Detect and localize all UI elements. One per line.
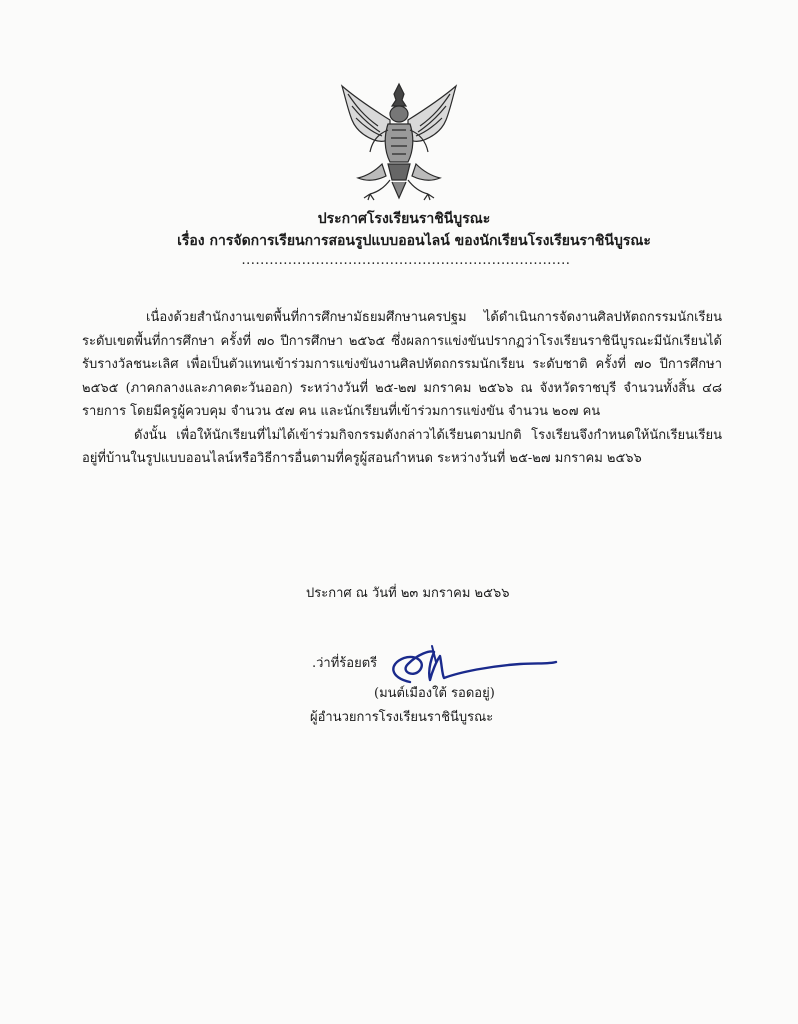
subject-line: เรื่อง การจัดการเรียนการสอนรูปแบบออนไลน์ ของนักเรียนโรงเรียนราชินีบูรณะ bbox=[177, 233, 651, 249]
signer-name: (มนต์เมืองใต้ รอดอยู่) bbox=[374, 686, 495, 701]
separator-dots: ....................................................................... bbox=[241, 253, 571, 268]
signature-block bbox=[300, 640, 600, 740]
announcement-date: ประกาศ ณ วันที่ ๒๓ มกราคม ๒๕๖๖ bbox=[306, 586, 510, 601]
rank-title: .ว่าที่ร้อยตรี bbox=[312, 656, 378, 671]
paragraph-2: ดังนั้น เพื่อให้นักเรียนที่ไม่ได้เข้าร่วมกิจกรรมดังกล่าวได้เรียนตามปกติ โรงเรียนจึงกำหนดให้นักเรียนเรียนอยู่ที่บ้านในรูปแบบออนไลน์หรือวิธีการอื่นตามที่ครูผู้สอนกำหนด ระหว่างวันที่ ๒๕-๒๗ มกราคม ๒๕๖๖ bbox=[82, 427, 722, 466]
garuda-emblem-icon bbox=[334, 80, 464, 205]
body-text bbox=[82, 306, 722, 471]
page-title: ประกาศโรงเรียนราชินีบูรณะ bbox=[317, 211, 491, 227]
signer-position: ผู้อำนวยการโรงเรียนราชินีบูรณะ bbox=[310, 710, 494, 725]
paragraph-1: เนื่องด้วยสำนักงานเขตพื้นที่การศึกษามัธยมศึกษานครปฐม ได้ดำเนินการจัดงานศิลปหัตถกรรมนักเรียน ระดับเขตพื้นที่การศึกษา ครั้งที่ ๗๐ ปีการศึกษา ๒๕๖๕ ซึ่งผลการแข่งขันปรากฏว่าโรงเรียนราชินีบูรณะมีนักเรียนได้รับรางวัลชนะเลิศ เพื่อเป็นตัวแทนเข้าร่วมการแข่งขันงานศิลปหัตถกรรมนักเรียน ระดับชาติ ครั้งที่ ๗๐ ปีการศึกษา ๒๕๖๕ (ภาคกลางและภาคตะวันออก) ระหว่างวันที่ ๒๕-๒๗ มกราคม ๒๕๖๖ ณ จังหวัดราชบุรี จำนวนทั้งสิ้น ๔๘ รายการ โดยมีครูผู้ควบคุม จำนวน ๕๗ คน และนักเรียนที่เข้าร่วมการแข่งขัน จำนวน ๒๐๗ คน bbox=[82, 310, 722, 419]
title-block bbox=[0, 208, 798, 268]
